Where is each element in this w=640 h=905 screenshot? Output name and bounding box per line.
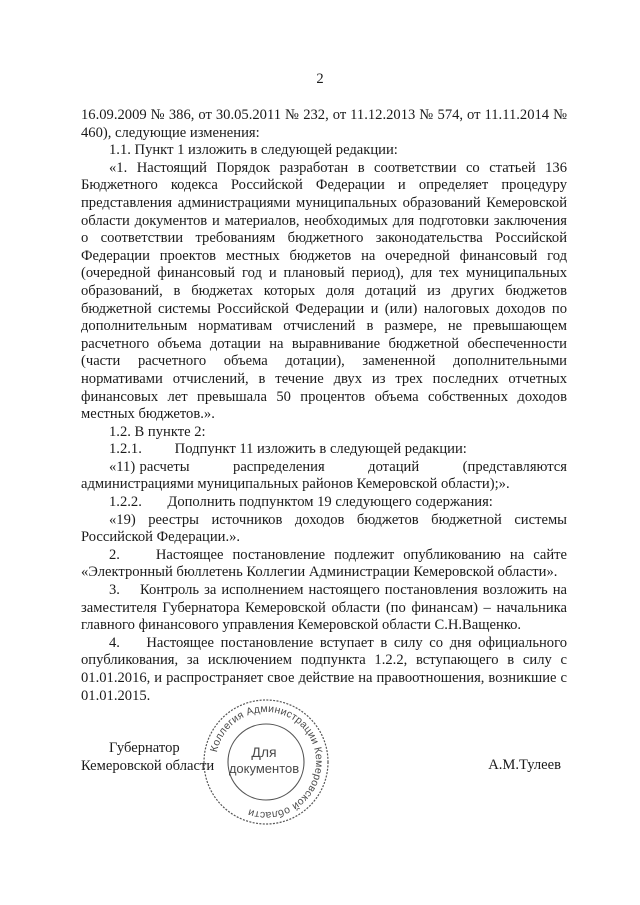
paragraph-3: 3. Контроль за исполнением настоящего постановления возложить на заместителя Губернатора Кемеровской области (по финансам) – начальника главного финансового управления Кемеровской области С.Н.Ващенко. — [81, 582, 571, 634]
paragraph-intro: 16.09.2009 № 386, от 30.05.2011 № 232, от 11.12.2013 № 574, от 11.11.2014 № 460), следующие изменения: — [81, 107, 567, 141]
paragraph-1-2-1: 1.2.1. Подпункт 11 изложить в следующей редакции: — [109, 441, 467, 458]
stamp-center-line2: документов — [228, 761, 300, 776]
paragraph-1-1-text: «1. Настоящий Порядок разработан в соответствии со статьей 136 Бюджетного кодекса Российской Федерации и определяет процедуру представления администрациями муниципальных образований Кемеровской области документов и материалов, необходимых для подготовки заключения о соответствии требованиям бюджетного законодательства Российской Федерации проектов местных бюджетов на очередной финансовый год (очередной финансовый год и плановый период), для тех муниципальных образований, в бюджетах которых доля дотаций из других бюджетов бюджетной системы Российской Федерации и (или) налоговых доходов по дополнительным нормативам отчислений в размере, не превышающем расчетного объема дотации на выравнивание бюджетной обеспеченности (части расчетного объема дотации), замененной дополнительными нормативами отчислений, в течение двух из трех последних отчетных финансовых лет превышала 50 процентов объема собственных доходов местных бюджетов.». — [81, 159, 567, 423]
document-body — [81, 107, 571, 705]
page-number: 2 — [316, 71, 324, 87]
paragraph-1-1: 1.1. Пункт 1 изложить в следующей редакции: — [109, 142, 398, 159]
signatory-title-line1: Губернатор — [109, 740, 180, 756]
signatory-title-line2: Кемеровской области — [81, 757, 215, 774]
paragraph-1-2-1-text: «11) расчеты распределения дотаций (представляются администрациями муниципальных районов Кемеровской области);». — [81, 458, 571, 493]
stamp-seal — [201, 697, 331, 827]
signatory-name: А.М.Тулеев — [488, 757, 561, 773]
paragraph-2: 2. Настоящее постановление подлежит опубликованию на сайте «Электронный бюллетень Коллегии Администрации Кемеровской области». — [81, 546, 571, 581]
paragraph-1-2: 1.2. В пункте 2: — [109, 423, 206, 440]
stamp-center-line1: Для — [251, 744, 277, 760]
paragraph-1-2-2: 1.2.2. Дополнить подпунктом 19 следующего содержания: — [109, 494, 493, 511]
paragraph-1-2-2-text: «19) реестры источников доходов бюджетов бюджетной системы Российской Федерации.». — [81, 511, 567, 546]
stamp-ring-text: Коллегия Администрации Кемеровской области — [208, 702, 326, 822]
paragraph-4: 4. Настоящее постановление вступает в силу со дня официального опубликования, за исключением подпункта 1.2.2, вступающего в силу с 01.01.2016, и распространяет свое действие на правоотношения, возникшие с 01.01.2015. — [81, 634, 571, 704]
